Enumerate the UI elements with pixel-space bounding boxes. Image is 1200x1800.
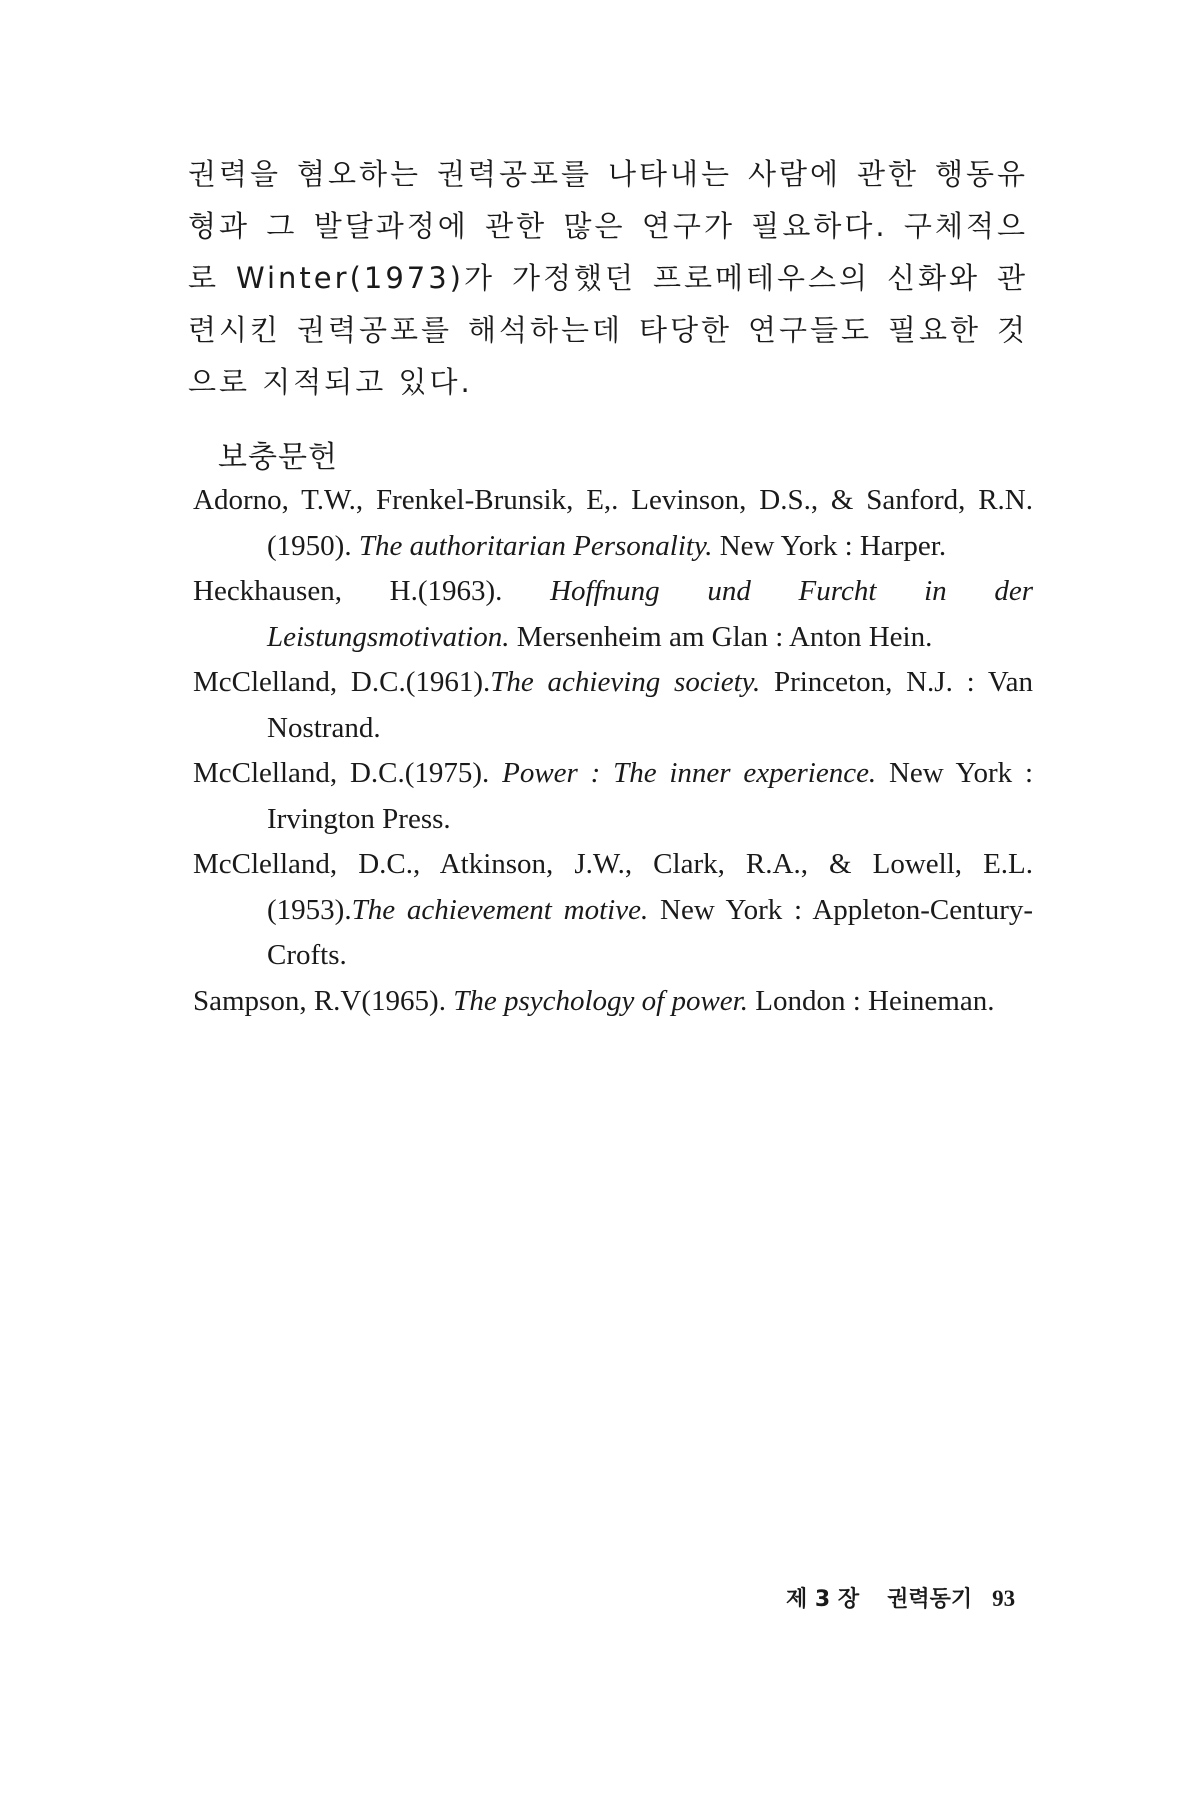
- reference-item: [193, 979, 1033, 1025]
- reference-publisher: New York : Appleton-Century-Crofts.: [267, 893, 1034, 971]
- reference-item: [193, 569, 1033, 660]
- reference-publisher: New York : Irvington Press.: [267, 757, 1033, 835]
- reference-title: Power : The inner experience.: [502, 757, 877, 789]
- reference-publisher: London : Heineman.: [748, 984, 995, 1017]
- reference-item: [193, 751, 1033, 842]
- page-number: 93: [992, 1586, 1016, 1611]
- reference-title: The achievement motive.: [351, 893, 649, 926]
- reference-title: The achieving society.: [490, 666, 761, 698]
- body-paragraph: 권력을 혐오하는 권력공포를 나타내는 사람에 관한 행동유형과 그 발달과정에 관한 많은 연구가 필요하다. 구체적으로 Winter(1973)가 가정했던 프로메테우스의 신화와 관련시킨 권력공포를 해석하는데 타당한 연구들도 필요한 것으로 지적되고 있다.: [188, 157, 1028, 399]
- references-heading: 보충문헌: [218, 440, 338, 475]
- reference-authors: McClelland, D.C.(1961).: [193, 666, 491, 698]
- reference-item: [193, 842, 1033, 979]
- reference-title: The authoritarian Personality.: [358, 529, 713, 562]
- chapter-label: 제 3 장: [786, 1587, 860, 1612]
- reference-list: [193, 478, 1033, 1024]
- reference-title: The psychology of power.: [453, 984, 749, 1017]
- reference-publisher: Princeton, N.J. : Van Nostrand.: [267, 666, 1033, 744]
- reference-item: [193, 478, 1033, 569]
- reference-publisher: Mersenheim am Glan : Anton Hein.: [509, 620, 933, 653]
- reference-authors: Sampson, R.V(1965).: [193, 984, 454, 1017]
- reference-authors: McClelland, D.C., Atkinson, J.W., Clark, R.A., & Lowell, E.L.(1953).: [193, 848, 1033, 926]
- reference-publisher: New York : Harper.: [712, 529, 947, 562]
- reference-item: [193, 660, 1033, 751]
- reference-authors: Adorno, T.W., Frenkel-Brunsik, E,. Levinson, D.S., & Sanford, R.N.(1950).: [193, 484, 1033, 562]
- page-footer: [786, 1582, 1015, 1613]
- reference-title: Hoffnung und Furcht in der Leistungsmotivation.: [267, 575, 1033, 653]
- reference-authors: Heckhausen, H.(1963).: [193, 575, 551, 607]
- reference-authors: McClelland, D.C.(1975).: [193, 757, 503, 789]
- chapter-title: 권력동기: [887, 1587, 973, 1612]
